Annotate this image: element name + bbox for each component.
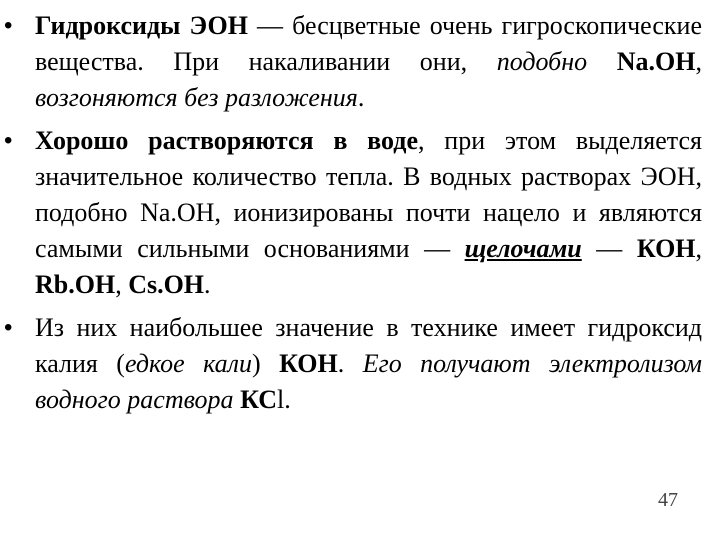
formula-rboh: Rb.OH [35, 270, 116, 299]
text-run [587, 47, 617, 76]
bullet-marker: • [4, 12, 13, 39]
text-run-italic: возгоняются без разложения [35, 83, 358, 112]
bullet-marker: • [4, 314, 13, 341]
text-run: ) [252, 349, 280, 378]
formula-csoh: Cs.OH [128, 270, 205, 299]
text-run: , [695, 234, 703, 263]
text-run: . [204, 270, 211, 299]
formula-koh: КОН [636, 234, 696, 263]
bullet-item-hydroxides [0, 8, 702, 116]
text-run: . [337, 349, 363, 378]
formula-koh: КОН [279, 349, 338, 378]
bullet-marker: • [4, 127, 13, 154]
formula-naoh: Na.OH [616, 47, 696, 76]
formula-kcl: КС [240, 385, 278, 414]
term-hydroxides: Гидроксиды ЭОН [35, 11, 248, 40]
term-solubility: Хорошо растворяются в воде [35, 126, 418, 155]
text-run: Из них наибольшее значение в технике имеет гидроксид калия ( [35, 313, 702, 378]
term-alkalis: щелочами [464, 234, 582, 263]
bullet-item-solubility [0, 123, 702, 303]
term-caustic-potash: едкое кали [124, 349, 252, 378]
text-run: , [115, 270, 129, 299]
text-run-italic: Его получают электролизом водного раствора [35, 349, 703, 414]
text-run: l. [277, 385, 291, 414]
bullet-item-koh [0, 310, 702, 418]
text-run: — бесцветные очень гигроскопические вещества. При накаливании они, [35, 11, 702, 76]
page-number: 47 [658, 489, 678, 511]
text-run-italic: подобно [496, 47, 588, 76]
text-run: , при этом выделяется значительное количество тепла. В водных растворах ЭОН, подобно Na.OH, ионизированы почти нацело и являются самыми сильными основаниями — [35, 126, 702, 263]
text-run: , [695, 47, 702, 76]
text-run: — [581, 234, 637, 263]
text-run: . [357, 83, 365, 112]
